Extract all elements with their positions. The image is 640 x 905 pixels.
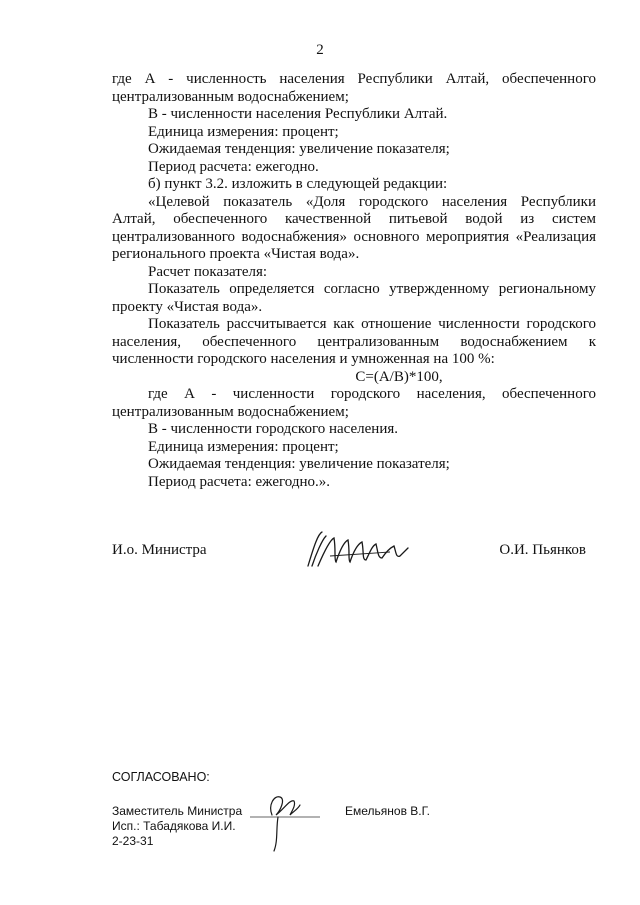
- approver-name: Емельянов В.Г.: [345, 804, 430, 818]
- executor-line: Исп.: Табадякова И.И.: [112, 819, 236, 833]
- body-line: Показатель рассчитывается как отношение численности городского: [148, 316, 596, 332]
- body-line: Единица измерения: процент;: [148, 123, 339, 140]
- body-line: где А - численности городского населения, обеспеченного: [148, 386, 596, 402]
- body-line: где А - численность населения Республики Алтай, обеспеченного: [112, 71, 596, 87]
- approval-footer: [112, 804, 242, 849]
- body-line: численности городского населения и умноженная на 100 %:: [112, 351, 495, 367]
- body-line: централизованным водоснабжением;: [112, 88, 349, 105]
- body-line: б) пункт 3.2. изложить в следующей редакции:: [148, 176, 448, 192]
- approval-role: Заместитель Министра: [112, 804, 243, 818]
- signatory-position: И.о. Министра: [112, 542, 207, 558]
- body-line: В - численности городского населения.: [148, 421, 399, 437]
- body-line: С=(А/В)*100,: [355, 368, 443, 385]
- body-line: Период расчета: ежегодно.».: [148, 473, 330, 490]
- handwritten-signature: [300, 526, 420, 574]
- body-line: централизованным водоснабжением;: [112, 403, 349, 420]
- body-text: [112, 71, 596, 491]
- body-line: Единица измерения: процент;: [148, 438, 339, 455]
- page-number: 2: [316, 42, 324, 58]
- signature-row: [112, 540, 586, 570]
- signatory-name: О.И. Пьянков: [499, 542, 586, 558]
- executor-phone: 2-23-31: [112, 834, 154, 848]
- body-line: Расчет показателя:: [148, 263, 268, 280]
- body-line: регионального проекта «Чистая вода».: [112, 246, 360, 262]
- body-line: населения, обеспеченного централизованным водоснабжением к: [112, 333, 596, 350]
- approval-heading: СОГЛАСОВАНО:: [112, 770, 210, 784]
- body-line: Показатель определяется согласно утвержденному региональному: [148, 281, 596, 297]
- body-line: Ожидаемая тенденция: увеличение показателя;: [148, 456, 450, 472]
- body-line: Ожидаемая тенденция: увеличение показателя;: [148, 141, 450, 157]
- body-line: проекту «Чистая вода».: [112, 298, 263, 315]
- body-line: Период расчета: ежегодно.: [148, 158, 319, 175]
- body-line: Алтай, обеспеченного качественной питьевой водой из систем: [112, 211, 596, 227]
- body-line: «Целевой показатель «Доля городского населения Республики: [148, 193, 596, 210]
- approval-signature: [250, 785, 320, 855]
- body-line: В - численности населения Республики Алтай.: [148, 106, 448, 122]
- body-line: централизованного водоснабжения» основного мероприятия «Реализация: [112, 228, 596, 245]
